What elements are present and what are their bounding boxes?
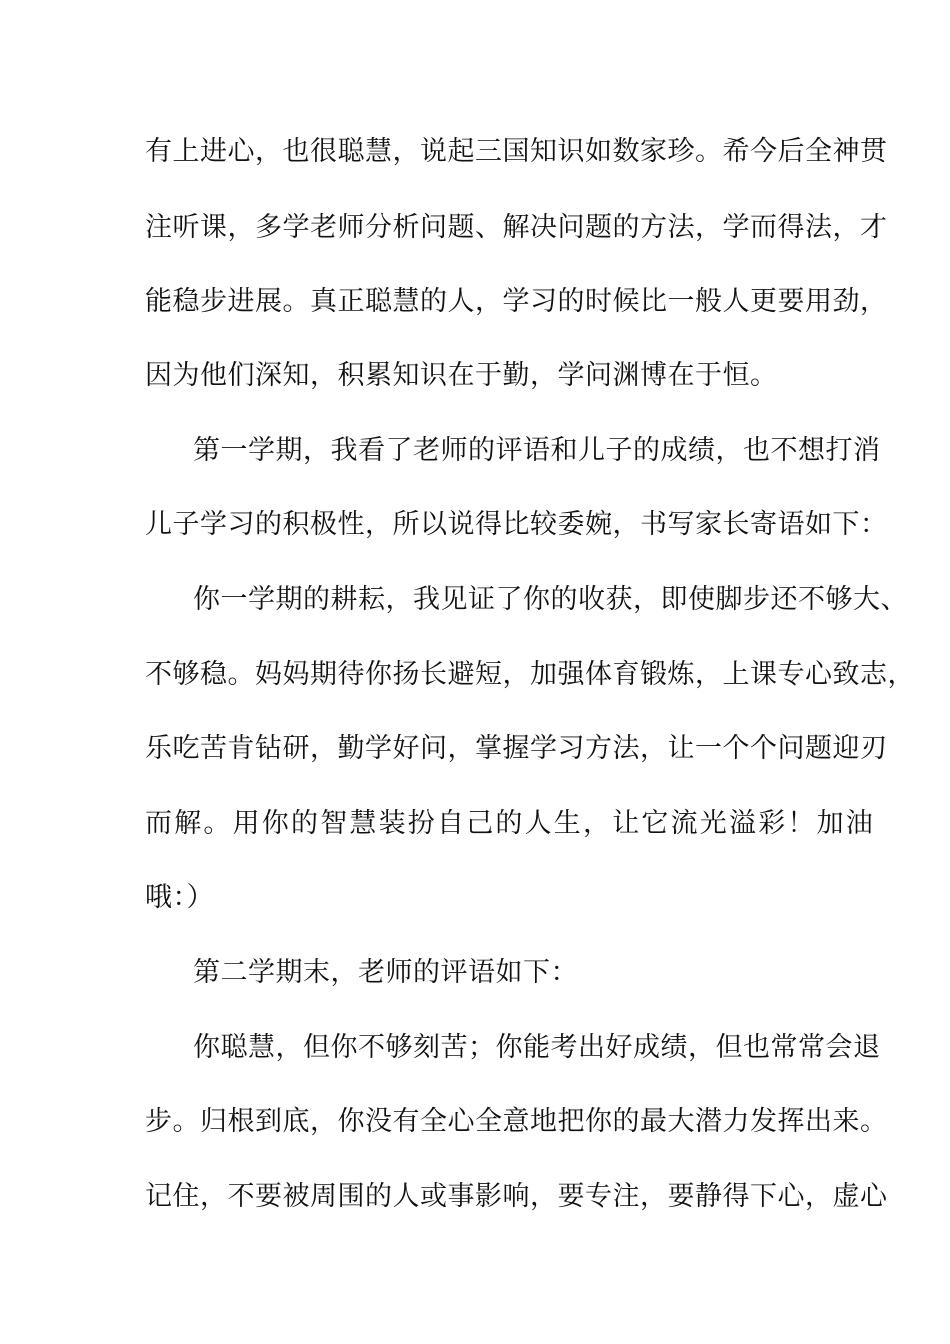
text-line: 儿子学习的积极性，所以说得比较委婉，书写家长寄语如下：	[145, 509, 888, 540]
text-line: 记住，不要被周围的人或事影响，要专注，要静得下心，虚心	[145, 1181, 888, 1212]
text-line: 而解。用你的智慧装扮自己的人生，让它流光溢彩！加油	[145, 808, 875, 839]
text-line: 因为他们深知，积累知识在于勤，学问渊博在于恒。	[145, 360, 778, 391]
text-line: 有上进心，也很聪慧，说起三国知识如数家珍。希今后全神贯	[145, 136, 888, 167]
text-line: 能稳步进展。真正聪慧的人，学习的时候比一般人更要用劲，	[145, 286, 888, 317]
paragraph-first-line: 你聪慧，但你不够刻苦；你能考出好成绩，但也常常会退	[193, 1032, 881, 1063]
text-line: 注听课，多学老师分析问题、解决问题的方法，学而得法，才	[145, 212, 888, 243]
text-line: 步。归根到底，你没有全心全意地把你的最大潜力发挥出来。	[145, 1106, 888, 1137]
paragraph-first-line: 第二学期末，老师的评语如下：	[193, 957, 578, 988]
text-line: 哦：）	[145, 882, 214, 913]
paragraph-first-line: 第一学期，我看了老师的评语和儿子的成绩，也不想打消	[193, 435, 881, 466]
text-line: 乐吃苦肯钻研，勤学好问，掌握学习方法，让一个个问题迎刃	[145, 733, 888, 764]
paragraph-first-line: 你一学期的耕耘，我见证了你的收获，即使脚步还不够大、	[193, 584, 908, 615]
text-line: 不够稳。妈妈期待你扬长避短，加强体育锻炼，上课专心致志，	[145, 659, 915, 690]
